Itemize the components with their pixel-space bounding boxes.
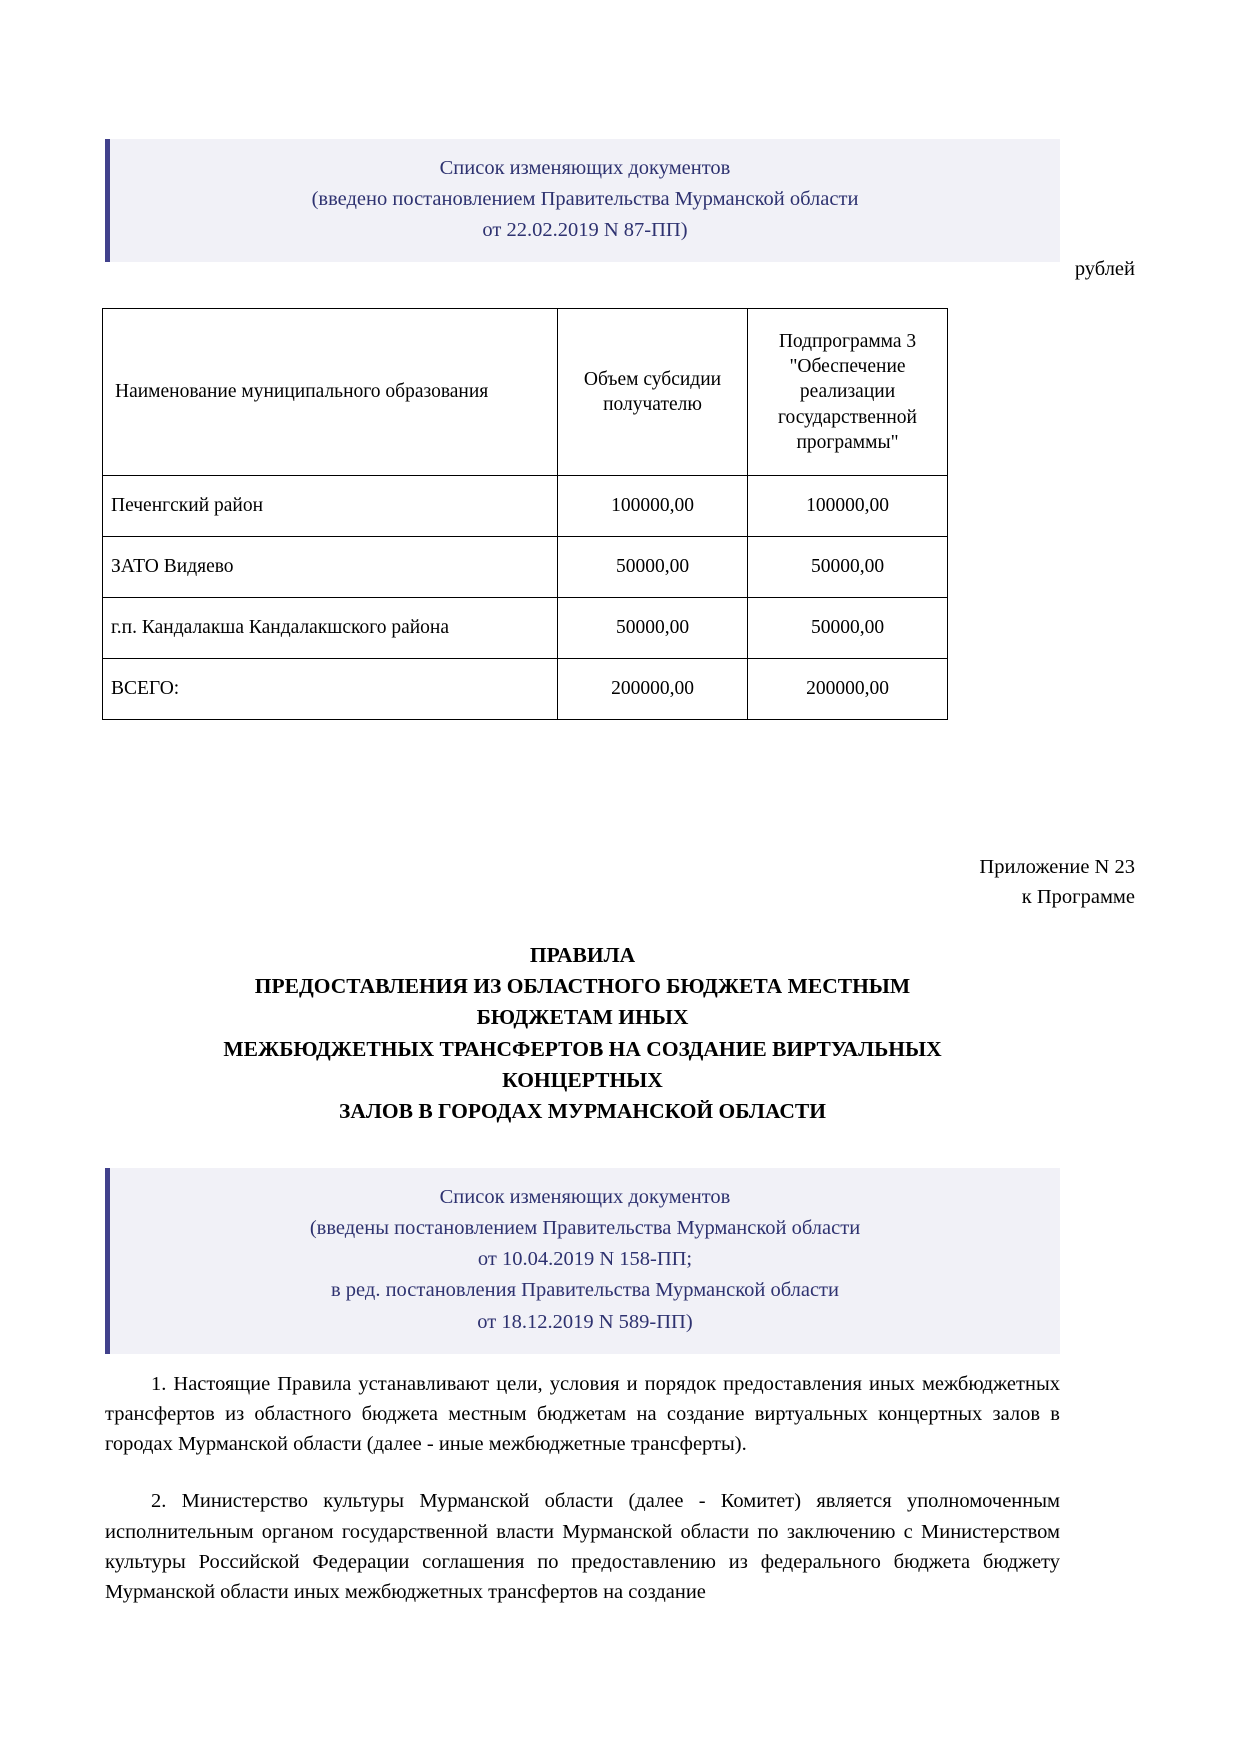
column-header-subprogram-line-2: "Обеспечение xyxy=(789,355,906,377)
title-line-4: МЕЖБЮДЖЕТНЫХ ТРАНСФЕРТОВ НА СОЗДАНИЕ ВИРТУАЛЬНЫХ xyxy=(223,1036,942,1061)
cell-municipality: г.п. Кандалакша Кандалакшского района xyxy=(103,598,558,659)
column-header-subprogram xyxy=(748,309,948,476)
changelog-top-line-3: от 22.02.2019 N 87-ПП) xyxy=(482,219,688,242)
subsidy-distribution-table xyxy=(102,308,948,720)
body-text xyxy=(105,1369,1060,1607)
changelog-top-line-2: (введено постановлением Правительства Мурманской области xyxy=(311,188,859,211)
column-header-subprogram-line-3: реализации xyxy=(799,381,896,403)
column-header-subprogram-line-4: государственной xyxy=(778,406,917,428)
paragraph-1: 1. Настоящие Правила устанавливают цели, условия и порядок предоставления иных межбюджетных трансфертов из областного бюджета местным бюджетам на создание виртуальных концертных залов в городах Мурманской области (далее - иные межбюджетные трансферты). xyxy=(105,1373,1060,1456)
cell-subsidy-volume: 100000,00 xyxy=(558,476,748,537)
cell-subprogram-amount: 50000,00 xyxy=(748,598,948,659)
table-body xyxy=(103,476,948,720)
table-row-total xyxy=(103,659,948,720)
column-header-subsidy-volume-line-1: Объем субсидии xyxy=(583,368,722,390)
page-title xyxy=(105,940,1060,1127)
title-line-1: ПРАВИЛА xyxy=(529,943,636,967)
table-row xyxy=(103,537,948,598)
title-line-5: КОНЦЕРТНЫХ xyxy=(502,1067,663,1092)
cell-municipality: Печенгский район xyxy=(103,476,558,537)
table-row xyxy=(103,598,948,659)
changelog-bottom-line-4: в ред. постановления Правительства Мурманской области xyxy=(331,1279,839,1302)
table-header-row xyxy=(103,309,948,476)
changelog-bottom-line-3: от 10.04.2019 N 158-ПП; xyxy=(477,1248,693,1271)
title-line-3: БЮДЖЕТАМ ИНЫХ xyxy=(476,1005,689,1030)
cell-subprogram-amount: 100000,00 xyxy=(748,476,948,537)
changelog-bottom-line-5: от 18.12.2019 N 589-ПП) xyxy=(477,1310,693,1333)
column-header-subsidy-volume-line-2: получателю xyxy=(603,394,702,415)
units-label: рублей xyxy=(1074,258,1135,280)
cell-total-subprogram-amount: 200000,00 xyxy=(748,659,948,720)
title-line-6: ЗАЛОВ В ГОРОДАХ МУРМАНСКОЙ ОБЛАСТИ xyxy=(338,1098,826,1123)
changelog-box-bottom xyxy=(105,1168,1060,1354)
cell-total-label: ВСЕГО: xyxy=(103,659,558,720)
appendix-number: Приложение N 23 xyxy=(979,856,1135,878)
paragraph-2: 2. Министерство культуры Мурманской области (далее - Комитет) является уполномоченным исполнительным органом государственной власти Мурманской области по заключению с Министерством культуры Российской Федерации соглашения по предоставлению из федерального бюджета бюджету Мурманской области иных межбюджетных трансфертов на создание xyxy=(105,1490,1060,1603)
appendix-program-ref: к Программе xyxy=(1021,885,1135,908)
changelog-bottom-line-2: (введены постановлением Правительства Мурманской области xyxy=(309,1217,861,1240)
column-header-subprogram-line-5: программы" xyxy=(796,432,899,454)
cell-subprogram-amount: 50000,00 xyxy=(748,537,948,598)
changelog-bottom-line-1: Список изменяющих документов xyxy=(439,1186,731,1208)
changelog-top-line-1: Список изменяющих документов xyxy=(439,157,731,179)
table-row xyxy=(103,476,948,537)
cell-municipality: ЗАТО Видяево xyxy=(103,537,558,598)
changelog-box-top xyxy=(105,139,1060,262)
title-line-2: ПРЕДОСТАВЛЕНИЯ ИЗ ОБЛАСТНОГО БЮДЖЕТА МЕСТНЫМ xyxy=(254,974,911,999)
table-header xyxy=(103,309,948,476)
cell-total-subsidy-volume: 200000,00 xyxy=(558,659,748,720)
column-header-subprogram-line-1: Подпрограмма 3 xyxy=(778,330,917,352)
column-header-municipality: Наименование муниципального образования xyxy=(103,309,558,476)
cell-subsidy-volume: 50000,00 xyxy=(558,598,748,659)
cell-subsidy-volume: 50000,00 xyxy=(558,537,748,598)
column-header-subsidy-volume xyxy=(558,309,748,476)
appendix-reference xyxy=(979,853,1135,912)
